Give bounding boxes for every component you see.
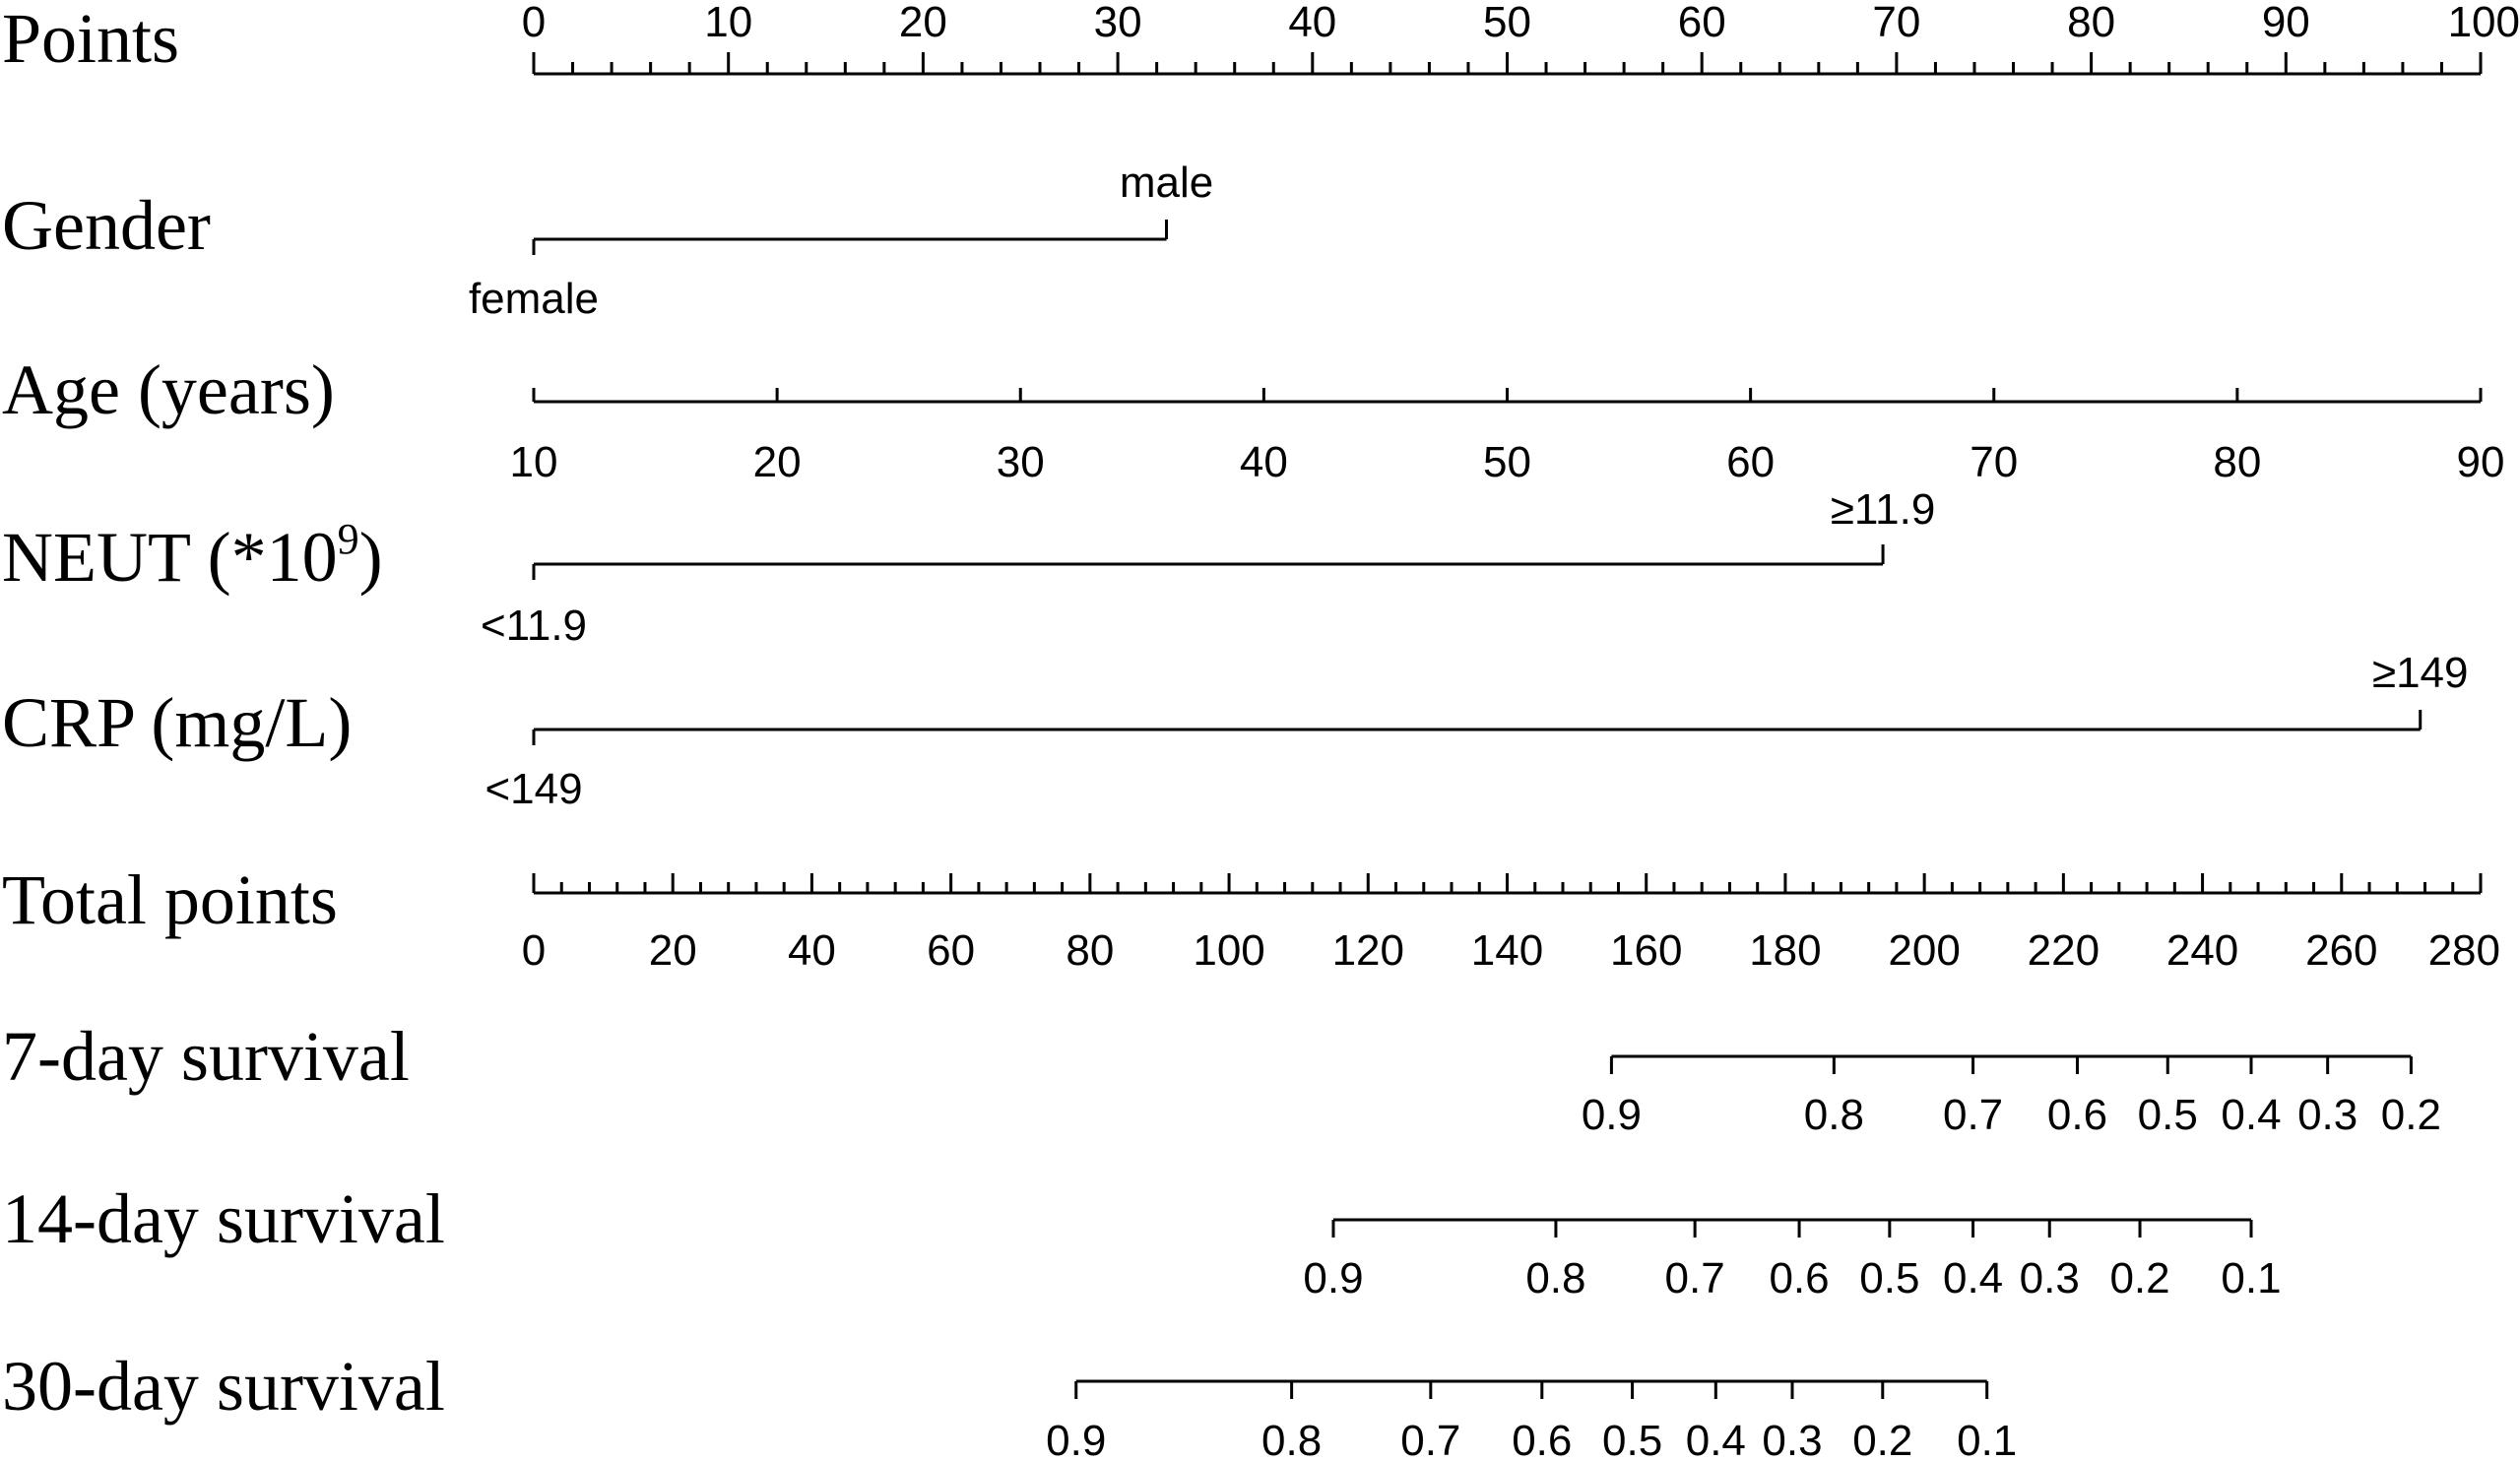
7-day-survival-tick-label: 0.9 [1581, 1091, 1642, 1139]
age-tick-label: 70 [1970, 438, 2019, 486]
14-day-survival-tick-label: 0.7 [1664, 1254, 1725, 1302]
14-day-survival-tick-label: 0.4 [1942, 1254, 2004, 1302]
30-day-survival-tick-label: 0.2 [1852, 1417, 1913, 1461]
total-points-tick-label: 0 [521, 926, 547, 975]
crp-level-low: <149 [485, 765, 583, 813]
points-tick-label: 80 [2067, 0, 2116, 46]
axes [469, 0, 2520, 1461]
total-points-tick-label: 200 [1888, 926, 1961, 975]
14-day-survival-tick-label: 0.1 [2221, 1254, 2282, 1302]
age-tick-label: 90 [2456, 438, 2505, 486]
points-tick-label: 50 [1483, 0, 1531, 46]
crp-level-high: ≥149 [2371, 649, 2469, 697]
30-day-survival-tick-label: 0.8 [1261, 1417, 1323, 1461]
row-label-points: Points [2, 0, 180, 78]
14-day-survival-tick-label: 0.3 [2019, 1254, 2080, 1302]
7-day-survival-tick-label: 0.5 [2137, 1091, 2198, 1139]
total-points-tick-label: 140 [1470, 926, 1544, 975]
row-label-gender: Gender [2, 186, 211, 265]
age-tick-label: 30 [996, 438, 1045, 486]
7-day-survival-tick-label: 0.6 [2046, 1091, 2108, 1139]
neut-level-high: ≥11.9 [1830, 485, 1936, 534]
total-points-tick-label: 60 [927, 926, 976, 975]
age-tick-label: 20 [752, 438, 802, 486]
7-day-survival-tick-label: 0.8 [1803, 1091, 1864, 1139]
points-tick-label: 10 [704, 0, 753, 46]
age-tick-label: 80 [2213, 438, 2262, 486]
7-day-survival-tick-label: 0.2 [2380, 1091, 2441, 1139]
neut-label-superscript: 9 [337, 515, 359, 563]
30-day-survival-tick-label: 0.4 [1685, 1417, 1746, 1461]
total-points-tick-label: 100 [1193, 926, 1265, 975]
30-day-survival-tick-label: 0.3 [1762, 1417, 1823, 1461]
points-tick-label: 100 [2447, 0, 2520, 46]
total-points-tick-label: 240 [2165, 926, 2239, 975]
14-day-survival-tick-label: 0.9 [1303, 1254, 1364, 1302]
7-day-survival-tick-label: 0.4 [2221, 1091, 2282, 1139]
30-day-survival-tick-label: 0.9 [1046, 1417, 1107, 1461]
points-tick-label: 30 [1093, 0, 1142, 46]
total-points-tick-label: 160 [1610, 926, 1683, 975]
points-tick-label: 0 [521, 0, 547, 46]
30-day-survival-tick-label: 0.7 [1400, 1417, 1461, 1461]
gender-level-male: male [1119, 159, 1214, 207]
total-points-tick-label: 40 [787, 926, 836, 975]
total-points-tick-label: 220 [2027, 926, 2100, 975]
row-label-age: Age (years) [2, 350, 335, 429]
total-points-tick-label: 180 [1749, 926, 1822, 975]
points-tick-label: 60 [1677, 0, 1726, 46]
points-tick-label: 20 [898, 0, 947, 46]
total-points-tick-label: 80 [1066, 926, 1115, 975]
neut-level-low: <11.9 [480, 602, 588, 650]
points-tick-label: 70 [1872, 0, 1921, 46]
14-day-survival-tick-label: 0.6 [1769, 1254, 1830, 1302]
row-label-total-points: Total points [2, 860, 338, 939]
row-label-14-day-survival: 14-day survival [2, 1179, 445, 1258]
total-points-tick-label: 120 [1331, 926, 1404, 975]
30-day-survival-tick-label: 0.1 [1957, 1417, 2018, 1461]
row-label-crp: CRP (mg/L) [2, 683, 353, 762]
total-points-tick-label: 20 [648, 926, 697, 975]
neut-label-end: ) [358, 518, 383, 597]
total-points-tick-label: 260 [2305, 926, 2378, 975]
30-day-survival-tick-label: 0.5 [1602, 1417, 1663, 1461]
14-day-survival-tick-label: 0.8 [1525, 1254, 1586, 1302]
row-label-30-day-survival: 30-day survival [2, 1347, 445, 1426]
30-day-survival-tick-label: 0.6 [1512, 1417, 1573, 1461]
gender-level-female: female [468, 275, 600, 323]
14-day-survival-tick-label: 0.2 [2109, 1254, 2170, 1302]
row-label-7-day-survival: 7-day survival [2, 1017, 410, 1096]
total-points-tick-label: 280 [2427, 926, 2500, 975]
age-tick-label: 50 [1483, 438, 1531, 486]
age-tick-label: 40 [1239, 438, 1288, 486]
age-tick-label: 60 [1726, 438, 1776, 486]
points-tick-label: 90 [2261, 0, 2310, 46]
age-tick-label: 10 [509, 438, 558, 486]
7-day-survival-tick-label: 0.7 [1942, 1091, 2004, 1139]
7-day-survival-tick-label: 0.3 [2297, 1091, 2358, 1139]
points-tick-label: 40 [1288, 0, 1337, 46]
row-labels [2, 0, 445, 1426]
row-label-neut [2, 515, 383, 597]
neut-label-main: NEUT (*10 [2, 518, 338, 597]
14-day-survival-tick-label: 0.5 [1859, 1254, 1920, 1302]
